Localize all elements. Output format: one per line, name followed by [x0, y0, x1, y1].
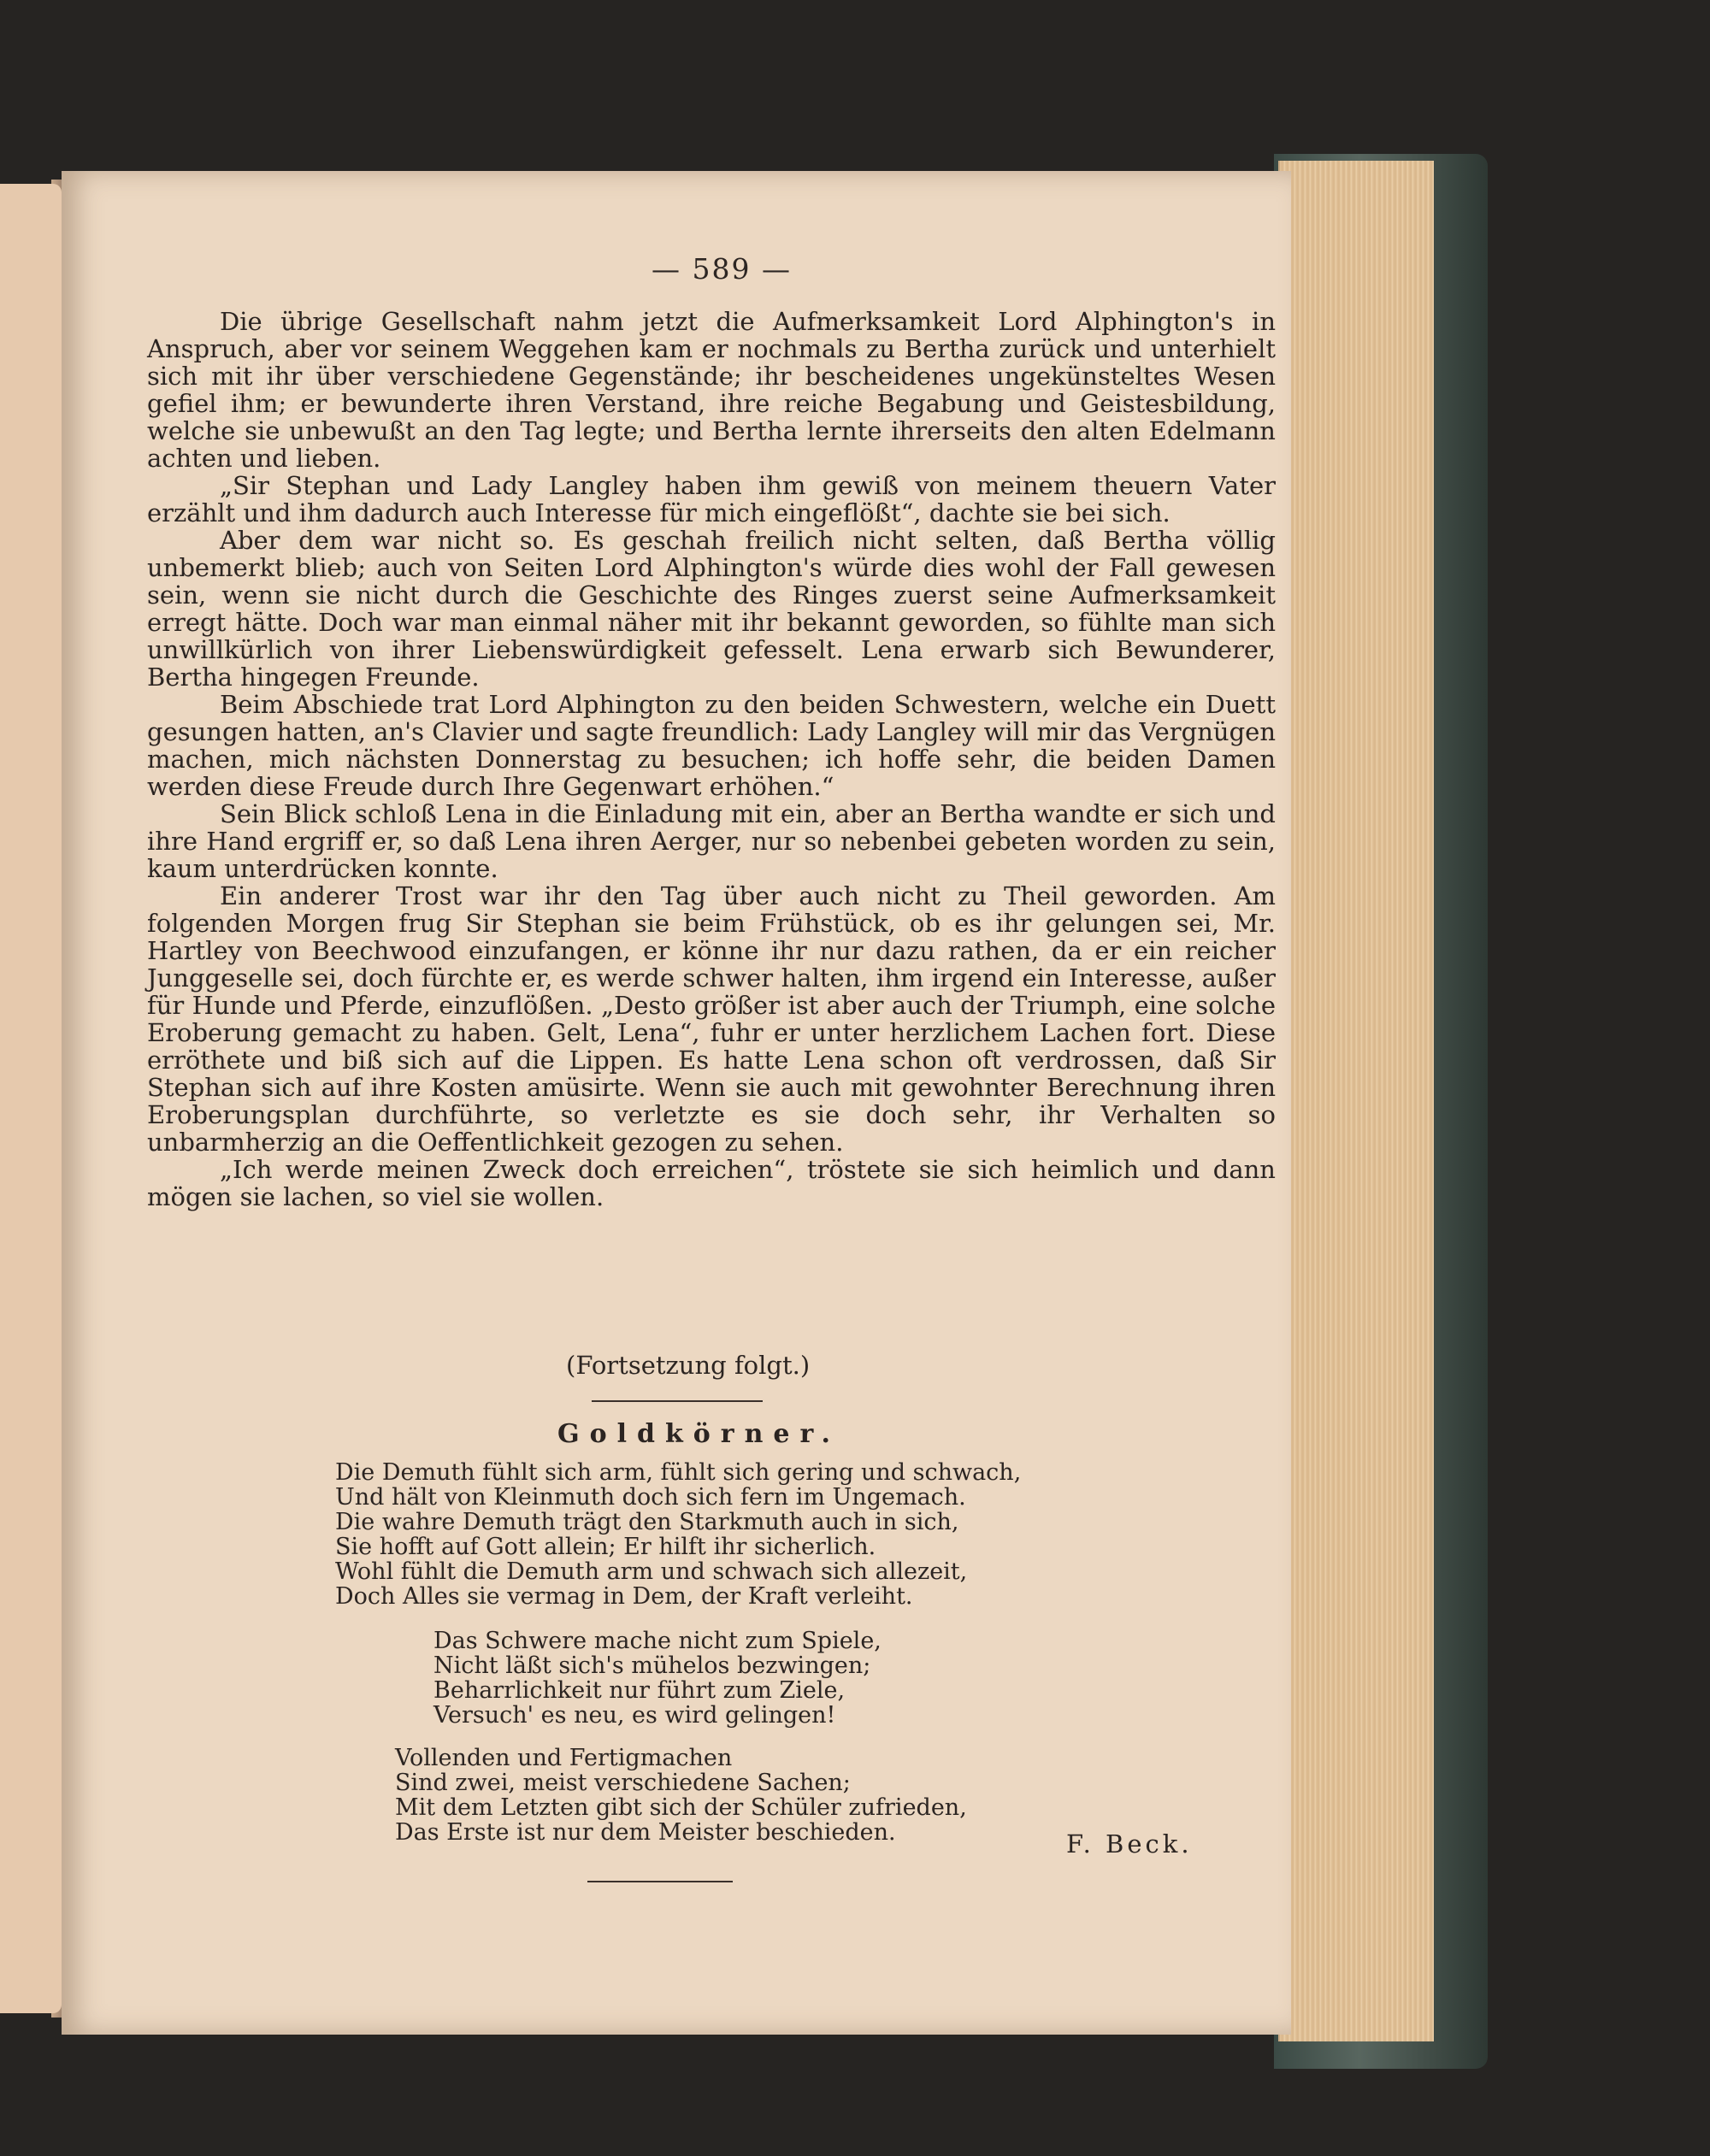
divider [592, 1400, 763, 1402]
poem-line: Wohl fühlt die Demuth arm und schwach sich allezeit, [335, 1558, 968, 1585]
facing-page-edge [0, 184, 62, 2013]
poem-line: Vollenden und Fertigmachen [395, 1745, 733, 1771]
divider [587, 1881, 733, 1882]
page-number: — 589 — [652, 252, 792, 286]
poem-line: Sie hofft auf Gott allein; Er hilft ihr sicherlich. [335, 1534, 876, 1560]
poem-line: Beharrlichkeit nur führt zum Ziele, [433, 1677, 846, 1704]
poem-author: F. Beck. [1066, 1829, 1193, 1859]
paragraph: Ein anderer Trost war ihr den Tag über auch nicht zu Theil geworden. Am folgenden Morgen frug Sir Stephan sie beim Frühstück, ob es ihr gelungen sei, Mr. Hartley von Beechwood einzufangen, er könne ihr nur dazu rathen, da er ein reicher Junggeselle sei, doch fürchte er, es werde schwer halten, ihm irgend ein Interesse, außer für Hunde und Pferde, einzuflößen. „Desto größer ist aber auch der Triumph, eine solche Eroberung gemacht zu haben. Gelt, Lena“, fuhr er unter herzlichem Lachen fort. Diese erröthete und biß sich auf die Lippen. Es hatte Lena schon oft verdrossen, daß Sir Stephan sich auf ihre Kosten amüsirte. Wenn sie auch mit gewohnter Berechnung ihren Eroberungsplan durchführte, so verletzte es sie doch sehr, ihr Verhalten so unbarmherzig an die Oeffentlichkeit gezogen zu sehen. [147, 881, 1276, 1157]
poem-line: Das Schwere mache nicht zum Spiele, [433, 1628, 882, 1654]
paragraph: Die übrige Gesellschaft nahm jetzt die Aufmerksamkeit Lord Alphington's in Anspruch, aber vor seinem Weggehen kam er nochmals zu Bertha zurück und unterhielt sich mit ihr über verschiedene Gegenstände; ihr bescheidenes ungekünsteltes Wesen gefiel ihm; er bewunderte ihren Verstand, ihre reiche Begabung und Geistesbildung, welche sie unbewußt an den Tag legte; und Bertha lernte ihrerseits den alten Edelmann achten und lieben. [147, 307, 1276, 473]
paragraph: „Sir Stephan und Lady Langley haben ihm gewiß von meinem theuern Vater erzählt und ihm dadurch auch Interesse für mich eingeflößt“, dachte sie bei sich. [147, 471, 1276, 527]
poem-stanza [433, 1629, 882, 1728]
poem-line: Die Demuth fühlt sich arm, fühlt sich gering und schwach, [335, 1459, 1022, 1486]
paragraph: „Ich werde meinen Zweck doch erreichen“, tröstete sie sich heimlich und dann mögen sie lachen, so viel sie wollen. [147, 1155, 1276, 1211]
poem-line: Das Erste ist nur dem Meister beschieden. [395, 1819, 896, 1846]
poem-title: Goldkörner. [557, 1419, 840, 1449]
poem-line: Sind zwei, meist verschiedene Sachen; [395, 1770, 851, 1796]
poem-line: Nicht läßt sich's mühelos bezwingen; [433, 1652, 871, 1679]
book-page [62, 171, 1291, 2035]
poem-line: Mit dem Letzten gibt sich der Schüler zufrieden, [395, 1794, 967, 1821]
paragraph: Beim Abschiede trat Lord Alphington zu den beiden Schwestern, welche ein Duett gesungen hatten, an's Clavier und sagte freundlich: Lady Langley will mir das Vergnügen machen, mich nächsten Donnerstag zu besuchen; ich hoffe sehr, die beiden Damen werden diese Freude durch Ihre Gegenwart erhöhen.“ [147, 690, 1276, 801]
paragraph: Aber dem war nicht so. Es geschah freilich nicht selten, daß Bertha völlig unbemerkt blieb; auch von Seiten Lord Alphington's würde dies wohl der Fall gewesen sein, wenn sie nicht durch die Geschichte des Ringes zuerst seine Aufmerksamkeit erregt hätte. Doch war man einmal näher mit ihr bekannt geworden, so fühlte man sich unwillkürlich von ihrer Liebenswürdigkeit gefesselt. Lena erwarb sich Bewunderer, Bertha hingegen Freunde. [147, 526, 1276, 692]
continued-note: (Fortsetzung folgt.) [566, 1351, 811, 1380]
poem-line: Die wahre Demuth trägt den Starkmuth auch in sich, [335, 1509, 959, 1535]
paragraph: Sein Blick schloß Lena in die Einladung mit ein, aber an Bertha wandte er sich und ihre Hand ergriff er, so daß Lena ihren Aerger, nur so nebenbei gebeten worden zu sein, kaum unterdrücken konnte. [147, 799, 1276, 883]
poem-line: Doch Alles sie vermag in Dem, der Kraft verleiht. [335, 1583, 913, 1610]
poem-line: Versuch' es neu, es wird gelingen! [433, 1702, 836, 1729]
page-block-edge [1278, 161, 1434, 2041]
poem-stanza [335, 1460, 1021, 1609]
story-text [147, 308, 1276, 1211]
poem-line: Und hält von Kleinmuth doch sich fern im Ungemach. [335, 1484, 966, 1511]
poem-stanza [395, 1746, 967, 1845]
